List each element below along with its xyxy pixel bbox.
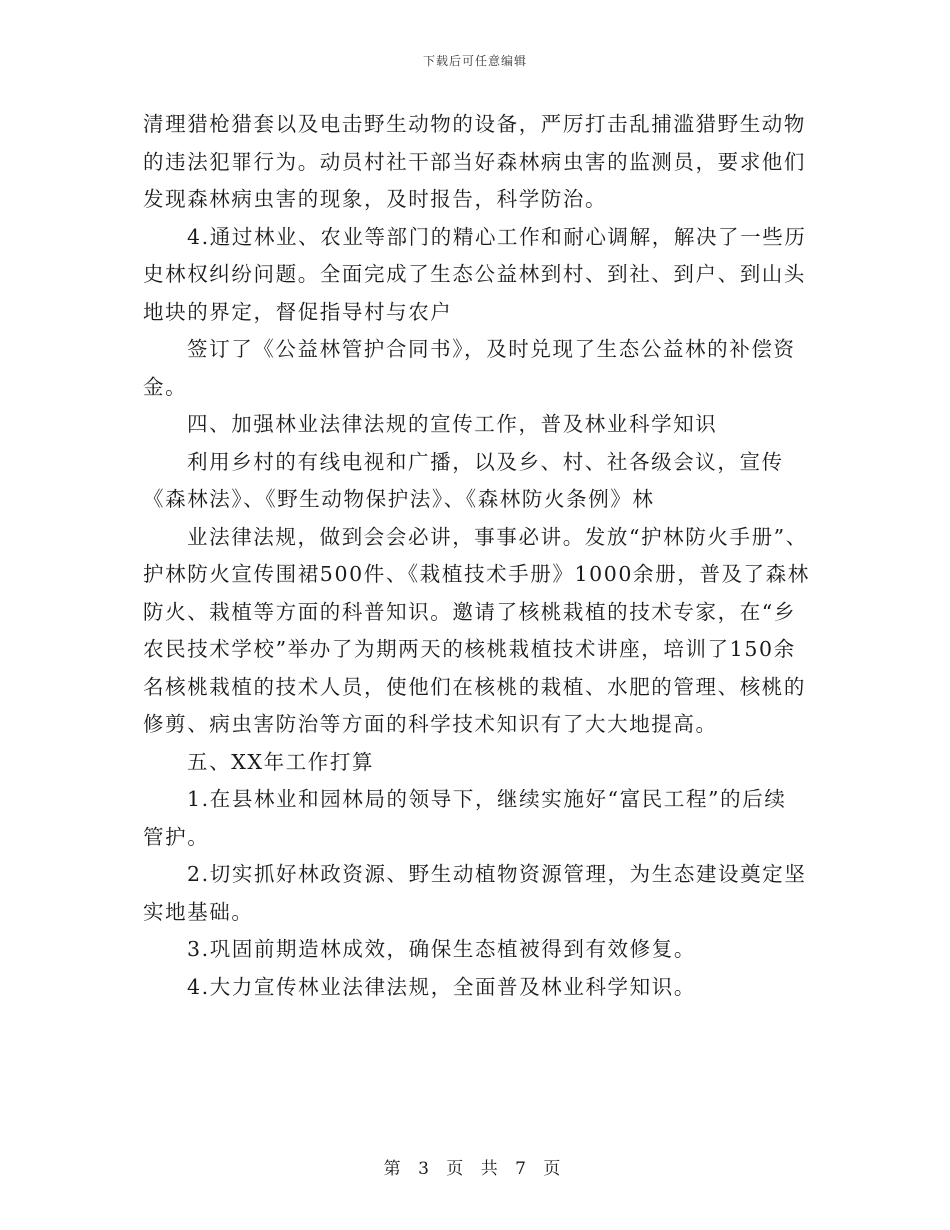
- text-line: 的违法犯罪行为。动员村社干部当好森林病虫害的监测员，要求他们: [143, 149, 806, 174]
- text-line: 地块的界定，督促指导村与农户: [143, 299, 453, 324]
- text-line: 1.在县林业和园林局的领导下，继续实施好“富民工程”的后续: [187, 787, 787, 811]
- page-indicator: 第 3 页 共 7 页: [383, 1159, 567, 1179]
- text-line: 防火、栽植等方面的科普知识。邀请了核桃栽植的技术专家，在“乡: [143, 599, 796, 624]
- text-line: 4.通过林业、农业等部门的精心工作和耐心调解，解决了一些历: [187, 224, 807, 249]
- text-line: 清理猎枪猎套以及电击野生动物的设备，严厉打击乱捕滥猎野生动物: [143, 112, 806, 136]
- text-line: 3.巩固前期造林成效，确保生态植被得到有效修复。: [187, 937, 696, 961]
- section-heading: 五、XX年工作打算: [187, 749, 375, 774]
- text-line: 实地基础。: [143, 899, 254, 924]
- text-line: 签订了《公益林管护合同书》，及时兑现了生态公益林的补偿资: [187, 337, 796, 361]
- text-line: 金。: [143, 374, 188, 399]
- text-line: 护林防火宣传围裙500件、《栽植技术手册》1000余册，普及了森林: [143, 562, 810, 586]
- text-line: 管护。: [143, 824, 210, 849]
- text-line: 2.切实抓好林政资源、野生动植物资源管理，为生态建设奠定坚: [187, 862, 807, 886]
- section-heading: 四、加强林业法律法规的宣传工作，普及林业科学知识: [187, 412, 718, 436]
- text-line: 利用乡村的有线电视和广播，以及乡、村、社各级会议，宣传: [187, 449, 784, 474]
- text-line: 《森林法》、《野生动物保护法》、《森林防火条例》林: [143, 487, 655, 511]
- text-line: 4.大力宣传林业法律法规，全面普及林业科学知识。: [187, 974, 696, 999]
- text-line: 农民技术学校”举办了为期两天的核桃栽植技术讲座，培训了150余: [143, 637, 796, 661]
- text-line: 史林权纠纷问题。全面完成了生态公益林到村、到社、到户、到山头: [143, 262, 806, 286]
- text-line: 名核桃栽植的技术人员，使他们在核桃的栽植、水肥的管理、核桃的: [143, 674, 806, 699]
- text-line: 修剪、病虫害防治等方面的科学技术知识有了大大地提高。: [143, 712, 718, 736]
- document-body: [143, 106, 810, 1006]
- text-line: 发现森林病虫害的现象，及时报告，科学防治。: [143, 187, 608, 211]
- body-text: [143, 106, 810, 1006]
- text-line: 业法律法规，做到会会必讲，事事必讲。发放“护林防火手册”、: [187, 524, 808, 549]
- header-note: 下载后可任意编辑: [422, 54, 527, 68]
